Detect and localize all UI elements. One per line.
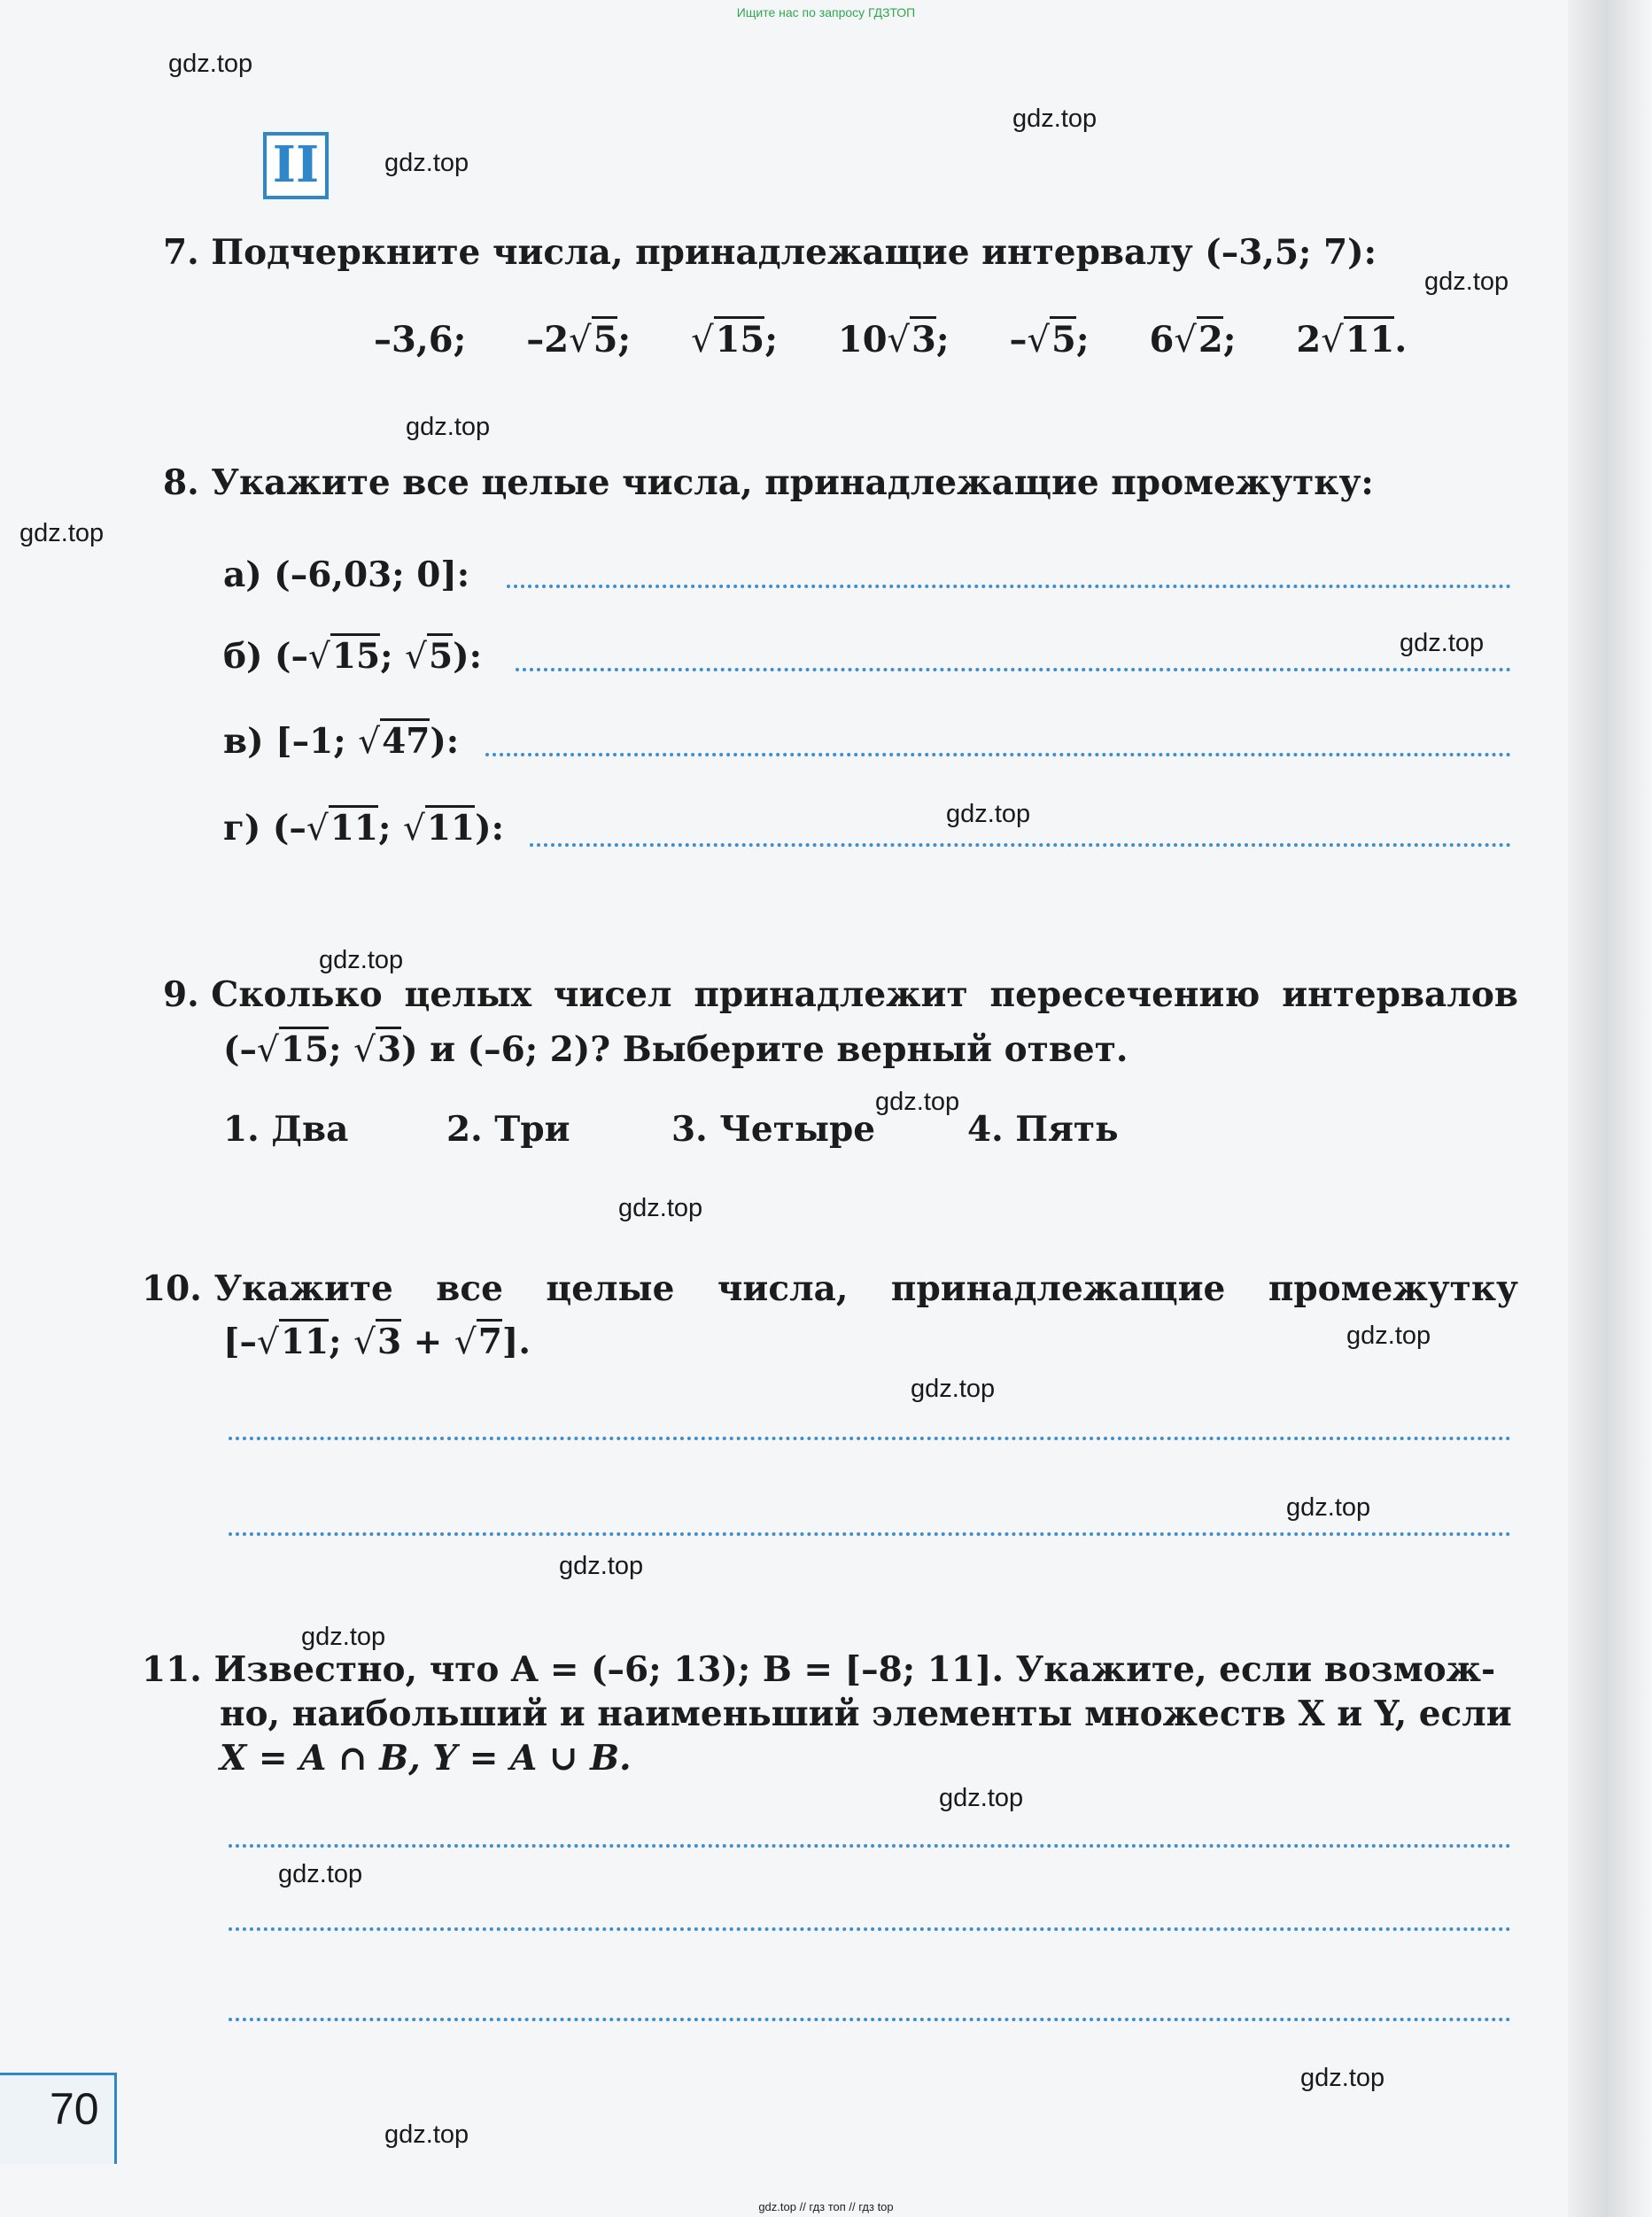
watermark: gdz.top xyxy=(939,1784,1024,1812)
task-11-number: 11. xyxy=(142,1649,202,1690)
task-9-line-1: 9. Сколько целых чисел принадлежит пересечению интервалов xyxy=(163,974,1518,1015)
watermark: gdz.top xyxy=(1346,1322,1431,1350)
watermark: gdz.top xyxy=(168,50,253,78)
watermark: gdz.top xyxy=(559,1552,644,1580)
task-9-option-3[interactable]: 3. Четыре xyxy=(671,1109,876,1150)
task-7-numbers xyxy=(374,319,1407,360)
task-8-text: Укажите все целые числа, принадлежащие промежутку: xyxy=(211,462,1374,503)
watermark: gdz.top xyxy=(875,1088,960,1116)
bottom-banner: gdz.top // гдз топ // гдз top xyxy=(758,2200,894,2213)
watermark: gdz.top xyxy=(278,1860,363,1888)
watermark: gdz.top xyxy=(1286,1493,1371,1522)
task-10-answer-line-1[interactable] xyxy=(229,1437,1511,1440)
task-11-answer-line-2[interactable] xyxy=(229,1927,1511,1931)
task-11-line-1: 11. Известно, что A = (–6; 13); B = [–8; 11]. Укажите, если возмож- xyxy=(142,1649,1496,1690)
watermark: gdz.top xyxy=(384,149,469,177)
task-8a-answer-line[interactable] xyxy=(507,585,1511,588)
task-8a-label: а) (–6,03; 0]: xyxy=(223,554,470,595)
task-8v-answer-line[interactable] xyxy=(485,753,1511,756)
task-9-option-2[interactable]: 2. Три xyxy=(446,1109,570,1150)
number-item[interactable]: 2√11. xyxy=(1296,319,1407,360)
task-7-number: 7. xyxy=(163,232,199,273)
task-8v-label: в) [–1; √47): xyxy=(223,721,459,762)
watermark: gdz.top xyxy=(911,1375,996,1403)
task-11-answer-line-3[interactable] xyxy=(229,2018,1511,2021)
section-badge: II xyxy=(263,132,329,199)
task-7-text: Подчеркните числа, принадлежащие интервалу (–3,5; 7): xyxy=(211,232,1377,273)
task-10-line-1: 10. Укажите все целые числа, принадлежащие промежутку xyxy=(142,1268,1518,1309)
task-8b-label: б) (–√15; √5): xyxy=(223,636,482,677)
number-item[interactable]: –2√5; xyxy=(526,319,631,360)
number-item[interactable]: √15; xyxy=(691,319,778,360)
task-10-number: 10. xyxy=(142,1268,202,1309)
task-11-line-2: но, наибольший и наименьший элементы множеств X и Y, если xyxy=(220,1694,1512,1734)
page-gutter-shadow xyxy=(1568,0,1652,2217)
watermark: gdz.top xyxy=(1012,105,1097,133)
number-item[interactable]: –3,6; xyxy=(374,319,467,360)
watermark: gdz.top xyxy=(1300,2064,1385,2092)
task-8g-label: г) (–√11; √11): xyxy=(223,808,504,849)
task-10-answer-line-2[interactable] xyxy=(229,1532,1511,1536)
watermark: gdz.top xyxy=(384,2120,469,2149)
watermark: gdz.top xyxy=(1424,267,1509,296)
watermark: gdz.top xyxy=(406,413,491,441)
watermark: gdz.top xyxy=(19,519,105,547)
page-number: 70 xyxy=(50,2084,99,2134)
task-11-answer-line-1[interactable] xyxy=(229,1844,1511,1848)
task-8-prompt xyxy=(163,462,1374,503)
task-8-number: 8. xyxy=(163,462,199,503)
top-banner: Ищите нас по запросу ГДЗТОП xyxy=(736,5,916,19)
task-9-option-1[interactable]: 1. Два xyxy=(223,1109,349,1150)
number-item[interactable]: 10√3; xyxy=(838,319,950,360)
task-8g-answer-line[interactable] xyxy=(530,843,1511,847)
watermark: gdz.top xyxy=(946,800,1031,828)
task-10-line-2: [–√11; √3 + √7]. xyxy=(223,1322,531,1362)
watermark: gdz.top xyxy=(301,1623,386,1651)
watermark: gdz.top xyxy=(319,946,404,974)
task-7-prompt xyxy=(163,232,1377,273)
task-9-line-2: (–√15; √3) и (–6; 2)? Выберите верный ответ. xyxy=(223,1029,1128,1070)
task-9-option-4[interactable]: 4. Пять xyxy=(967,1109,1119,1150)
task-8b-answer-line[interactable] xyxy=(516,668,1511,671)
task-9-number: 9. xyxy=(163,974,199,1015)
watermark: gdz.top xyxy=(618,1194,703,1222)
watermark: gdz.top xyxy=(1400,629,1485,657)
task-11-line-3: X = A ∩ B, Y = A ∪ B. xyxy=(220,1738,632,1779)
number-item[interactable]: 6√2; xyxy=(1150,319,1237,360)
number-item[interactable]: –√5; xyxy=(1010,319,1090,360)
